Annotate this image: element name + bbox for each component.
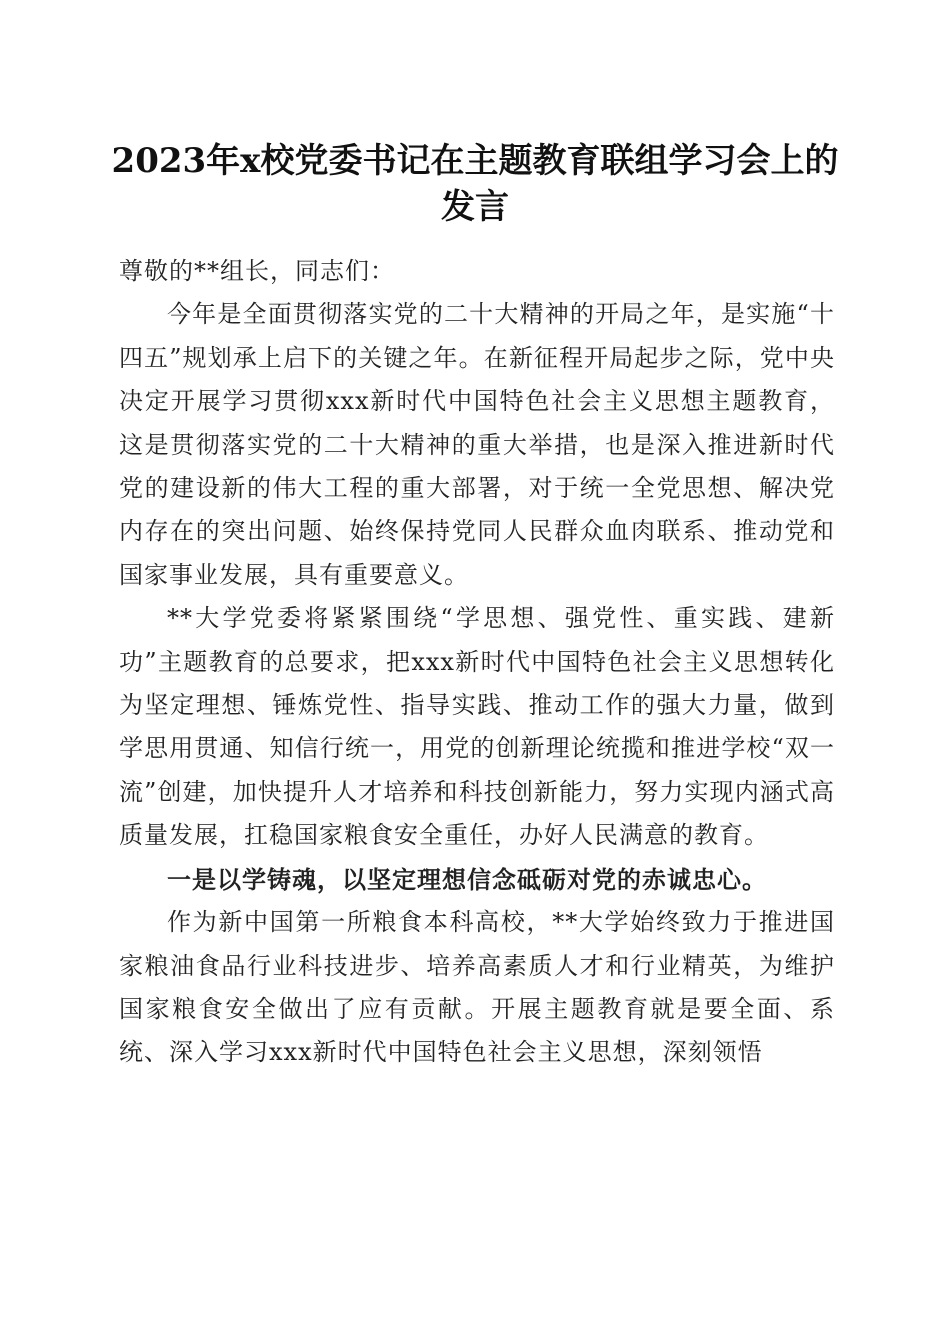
document-title: 2023年x校党委书记在主题教育联组学习会上的发言 bbox=[111, 141, 839, 227]
salutation: 尊敬的**组长，同志们： bbox=[119, 257, 395, 285]
paragraph-intro: 今年是全面贯彻落实党的二十大精神的开局之年，是实施“十四五”规划承上启下的关键之年。在新征程开局起步之际，党中央决定开展学习贯彻xxx新时代中国特色社会主义思想主题教育，这是贯彻落实党的二十大精神的重大举措，也是深入推进新时代党的建设新的伟大工程的重大部署，对于统一全党思想、解决党内存在的突出问题、始终保持党同人民群众血肉联系、推动党和国家事业发展，具有重要意义。 bbox=[119, 300, 835, 589]
paragraph-university-committee: **大学党委将紧紧围绕“学思想、强党性、重实践、建新功”主题教育的总要求，把xxx新时代中国特色社会主义思想转化为坚定理想、锤炼党性、指导实践、推动工作的强大力量，做到学思用贯通、知信行统一，用党的创新理论统揽和推进学校“双一流”创建，加快提升人才培养和科技创新能力，努力实现内涵式高质量发展，扛稳国家粮食安全重任，办好人民满意的教育。 bbox=[119, 604, 835, 850]
section-heading: 一是以学铸魂，以坚定理想信念砥砺对党的赤诚忠心。 bbox=[167, 864, 767, 894]
paragraph-section-one: 作为新中国第一所粮食本科高校，**大学始终致力于推进国家粮油食品行业科技进步、培养高素质人才和行业精英，为维护国家粮食安全做出了应有贡献。开展主题教育就是要全面、系统、深入学习xxx新时代中国特色社会主义思想，深刻领悟 bbox=[119, 908, 835, 1067]
document-body bbox=[119, 250, 835, 1075]
